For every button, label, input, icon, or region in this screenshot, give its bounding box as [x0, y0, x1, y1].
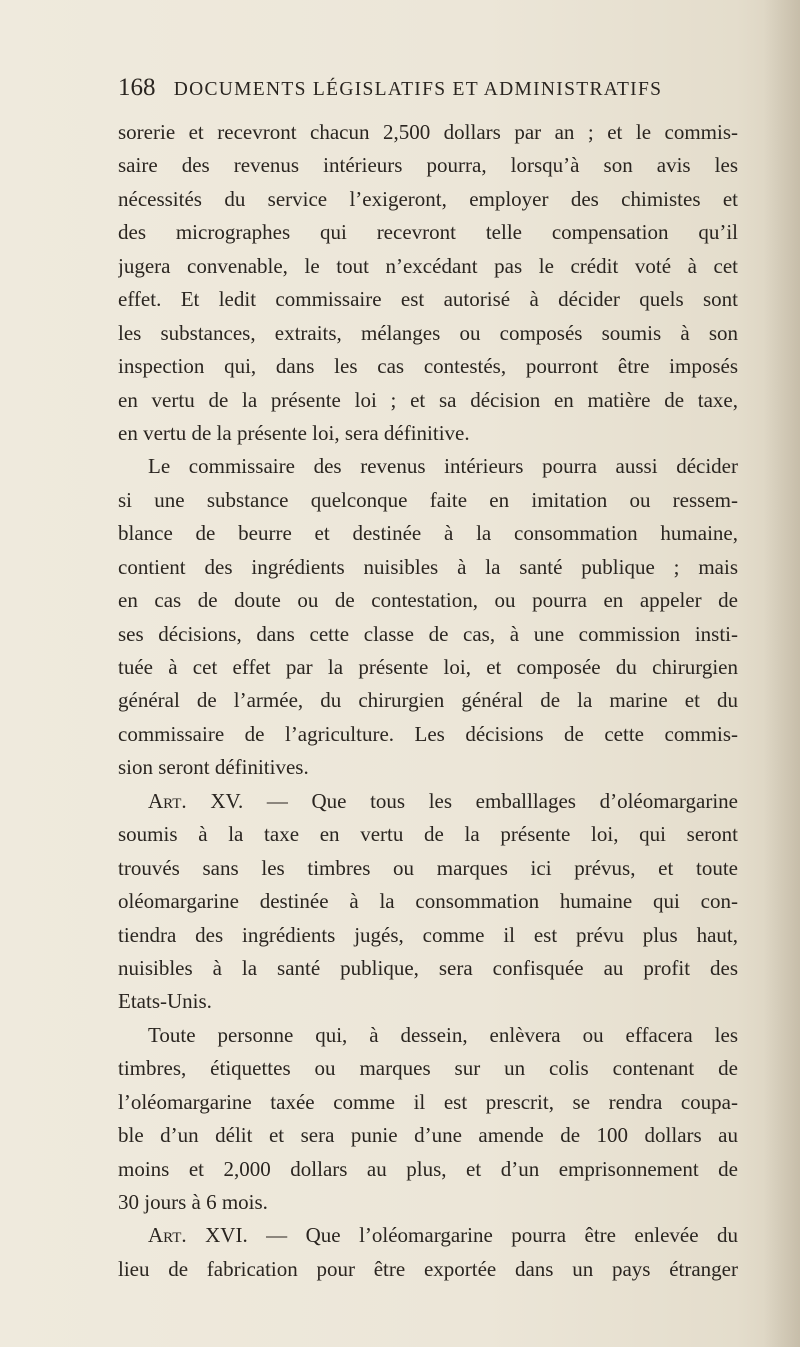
text-line [118, 517, 738, 550]
text-line [118, 417, 738, 450]
text-line [118, 952, 738, 985]
line-text: ble d’un délit et sera punie d’une amende de 100 dollars au [118, 1123, 738, 1148]
line-text: Toute personne qui, à dessein, enlèvera ou effacera les [148, 1022, 738, 1047]
line-text: contient des ingrédients nuisibles à la santé publique ; mais [118, 554, 738, 579]
text-line [118, 317, 738, 350]
text-line [118, 450, 738, 483]
line-text: oléomargarine destinée à la consommation humaine qui con- [118, 889, 738, 914]
line-text: lieu de fabrication pour être exportée dans un pays étranger [118, 1256, 738, 1281]
text-line [118, 1253, 738, 1286]
text-line [118, 1119, 738, 1152]
text-line [118, 584, 738, 617]
text-line [118, 985, 738, 1018]
text-line [118, 250, 738, 283]
line-text: Etats-Unis. [118, 989, 212, 1014]
line-text: tuée à cet effet par la présente loi, et composée du chirurgien [118, 655, 738, 679]
text-line [118, 350, 738, 383]
text-line [118, 1052, 738, 1085]
line-text: soumis à la taxe en vertu de la présente loi, qui seront [118, 822, 738, 847]
text-line [118, 651, 738, 684]
text-line [118, 684, 738, 717]
line-text: timbres, étiquettes ou marques sur un colis contenant de [118, 1056, 738, 1081]
running-head [118, 74, 738, 108]
line-text: blance de beurre et destinée à la consommation humaine, [118, 521, 738, 546]
line-text: effet. Et ledit commissaire est autorisé à décider quels sont [118, 287, 738, 312]
text-line [118, 618, 738, 651]
line-text: inspection qui, dans les cas contestés, pourront être imposés [118, 354, 738, 379]
line-text: des micrographes qui recevront telle compensation qu’il [118, 220, 738, 245]
text-line [118, 919, 738, 952]
text-line [118, 551, 738, 584]
text-line [118, 1153, 738, 1186]
line-text: trouvés sans les timbres ou marques ici prévus, et toute [118, 855, 738, 880]
line-text: en vertu de la présente loi ; et sa décision en matière de taxe, [118, 387, 738, 412]
line-text: ses décisions, dans cette classe de cas, à une commission insti- [118, 621, 738, 646]
line-text: 30 jours à 6 mois. [118, 1190, 268, 1214]
line-text: — Que tous les emballlages d’oléomargarine [243, 788, 738, 813]
body-text [118, 116, 738, 1286]
line-text: l’oléomargarine taxée comme il est prescrit, se rendra coupa- [118, 1089, 738, 1114]
text-line [118, 751, 738, 784]
text-line [118, 1219, 738, 1252]
line-text: général de l’armée, du chirurgien général de la marine et du [118, 688, 738, 713]
line-text: en cas de doute ou de contestation, ou pourra en appeler de [118, 588, 738, 613]
line-text: nuisibles à la santé publique, sera confisquée au profit des [118, 955, 738, 980]
line-text: si une substance quelconque faite en imitation ou ressem- [118, 487, 738, 512]
text-line [118, 283, 738, 316]
line-text: — Que l’oléomargarine pourra être enlevée du [247, 1223, 738, 1248]
line-text: Le commissaire des revenus intérieurs pourra aussi décider [148, 454, 738, 479]
text-line [118, 149, 738, 182]
line-text: en vertu de la présente loi, sera définitive. [118, 420, 470, 445]
text-line [118, 885, 738, 918]
line-text: commissaire de l’agriculture. Les décisions de cette commis- [118, 721, 738, 746]
text-line [118, 1086, 738, 1119]
article-number: Art. XVI. [148, 1223, 248, 1248]
text-line [118, 852, 738, 885]
article-number: Art. XV. [148, 788, 244, 813]
line-text: sion seront définitives. [118, 755, 309, 780]
text-line [118, 718, 738, 751]
text-line [118, 384, 738, 417]
line-text: nécessités du service l’exigeront, employer des chimistes et [118, 186, 738, 211]
line-text: moins et 2,000 dollars au plus, et d’un emprisonnement de [118, 1156, 738, 1181]
line-text: sorerie et recevront chacun 2,500 dollars par an ; et le commis- [118, 120, 738, 144]
text-line [118, 216, 738, 249]
text-line [118, 785, 738, 818]
page-edge-shadow [764, 0, 800, 1347]
line-text: les substances, extraits, mélanges ou composés soumis à son [118, 320, 738, 345]
text-line [118, 1019, 738, 1052]
page-number: 168 [118, 74, 156, 101]
running-title: DOCUMENTS LÉGISLATIFS ET ADMINISTRATIFS [173, 79, 663, 100]
line-text: saire des revenus intérieurs pourra, lorsqu’à son avis les [118, 153, 738, 178]
text-line [118, 484, 738, 517]
text-line [118, 818, 738, 851]
text-line [118, 116, 738, 149]
line-text: tiendra des ingrédients jugés, comme il est prévu plus haut, [118, 922, 738, 947]
text-line [118, 183, 738, 216]
line-text: jugera convenable, le tout n’excédant pas le crédit voté à cet [118, 253, 738, 278]
text-line [118, 1186, 738, 1219]
